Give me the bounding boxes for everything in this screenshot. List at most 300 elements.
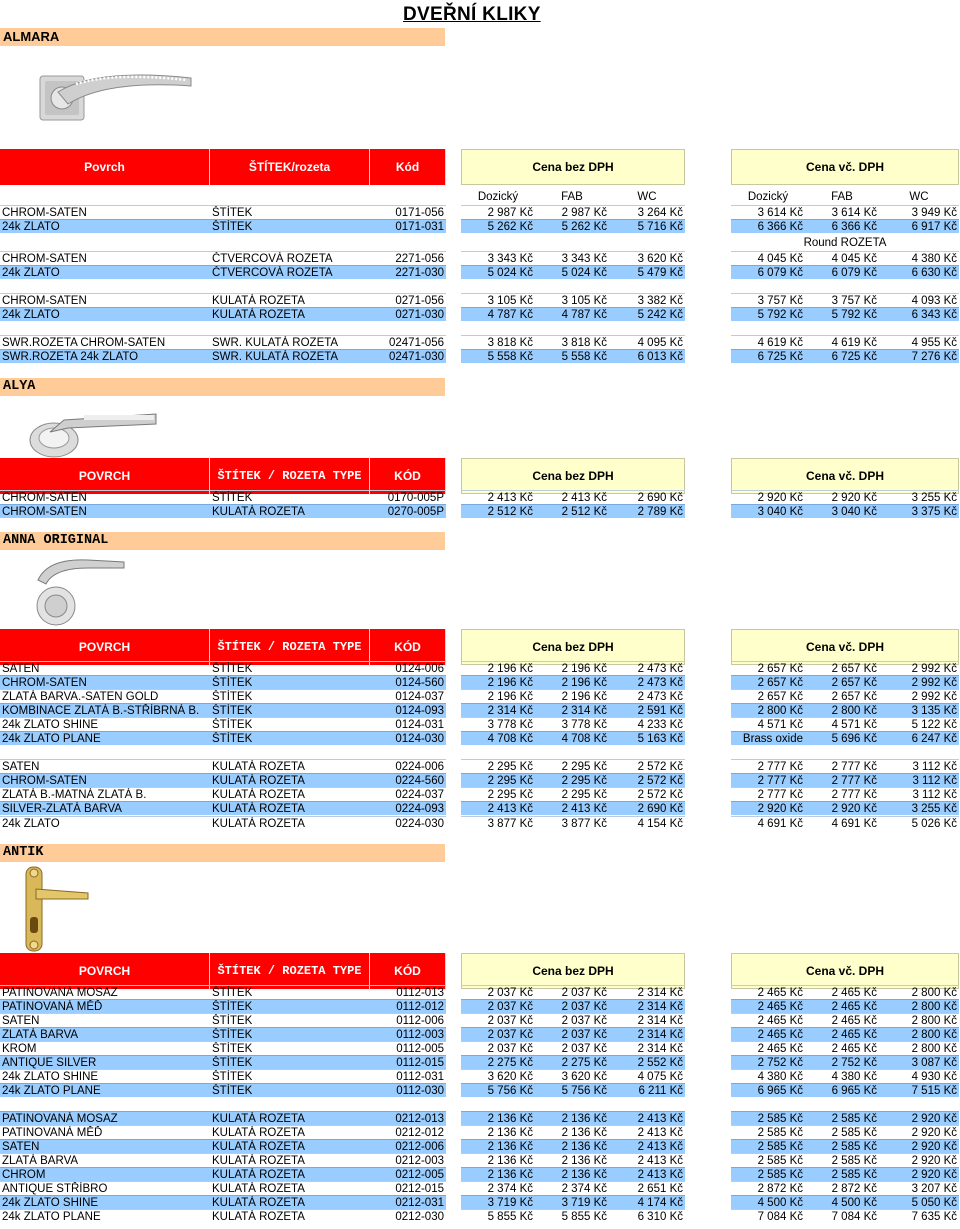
- cell-wc-bez-dph: 6 013 Kč: [609, 349, 685, 363]
- cell-fab-bez-dph: 5 558 Kč: [535, 349, 609, 363]
- cell-wc-bez-dph: 2 413 Kč: [609, 1139, 685, 1153]
- cell-kod: 0124-560: [370, 675, 446, 689]
- cell-dozicky-vc-dph: 2 777 Kč: [731, 773, 805, 787]
- section-title-antik: ANTIK: [0, 844, 445, 862]
- cell-dozicky-vc-dph: 6 366 Kč: [731, 219, 805, 233]
- cell-kod: 0212-003: [370, 1153, 446, 1167]
- cell-dozicky-vc-dph: 2 657 Kč: [731, 689, 805, 703]
- cell-fab-vc-dph: 4 380 Kč: [805, 1069, 879, 1083]
- cell-dozicky-bez-dph: 2 196 Kč: [461, 689, 535, 703]
- cell-povrch: CHROM-SATEN: [0, 490, 210, 504]
- cell-wc-bez-dph: 2 473 Kč: [609, 689, 685, 703]
- cell-typ: ŠTÍTEK: [210, 1013, 370, 1027]
- table-row: [0, 689, 960, 703]
- cell-dozicky-vc-dph: 6 725 Kč: [731, 349, 805, 363]
- cell-wc-vc-dph: 6 630 Kč: [879, 265, 959, 279]
- cell-wc-vc-dph: 2 920 Kč: [879, 1139, 959, 1153]
- table-row: [0, 1013, 960, 1027]
- table-row: [0, 985, 960, 999]
- header-cena-bez-dph: Cena bez DPH: [461, 953, 685, 989]
- cell-dozicky-vc-dph: 3 040 Kč: [731, 504, 805, 518]
- cell-wc-bez-dph: 4 174 Kč: [609, 1195, 685, 1209]
- table-row: [0, 335, 960, 349]
- cell-wc-vc-dph: 3 207 Kč: [879, 1181, 959, 1195]
- cell-kod: 0224-037: [370, 787, 446, 801]
- table-row: [0, 1125, 960, 1139]
- cell-fab-vc-dph: 7 084 Kč: [805, 1209, 879, 1223]
- cell-typ: KULATÁ ROZETA: [210, 816, 370, 830]
- cell-povrch: CHROM-SATEN: [0, 675, 210, 689]
- table-row: [0, 801, 960, 815]
- table-row: [0, 307, 960, 321]
- cell-typ: KULATÁ ROZETA: [210, 1195, 370, 1209]
- cell-wc-vc-dph: 6 247 Kč: [879, 731, 959, 745]
- cell-wc-bez-dph: 5 242 Kč: [609, 307, 685, 321]
- table-row: [0, 759, 960, 773]
- cell-wc-bez-dph: 2 314 Kč: [609, 985, 685, 999]
- anna-header-row: [0, 629, 958, 665]
- cell-fab-bez-dph: 3 719 Kč: [535, 1195, 609, 1209]
- cell-wc-vc-dph: 6 343 Kč: [879, 307, 959, 321]
- cell-povrch: 24k ZLATO SHINE: [0, 1069, 210, 1083]
- header-typ: ŠTÍTEK / ROZETA TYPE: [210, 953, 370, 989]
- table-row: [0, 1209, 960, 1223]
- cell-wc-bez-dph: 5 716 Kč: [609, 219, 685, 233]
- cell-typ: ŠTÍTEK: [210, 1069, 370, 1083]
- cell-wc-vc-dph: 4 093 Kč: [879, 293, 959, 307]
- cell-wc-bez-dph: 2 552 Kč: [609, 1055, 685, 1069]
- table-row: [0, 1055, 960, 1069]
- cell-povrch: SATEN: [0, 759, 210, 773]
- cell-kod: 0171-031: [370, 219, 446, 233]
- cell-dozicky-bez-dph: 2 037 Kč: [461, 1041, 535, 1055]
- cell-dozicky-bez-dph: 2 136 Kč: [461, 1167, 535, 1181]
- cell-wc-bez-dph: 2 314 Kč: [609, 1041, 685, 1055]
- cell-povrch: SWR.ROZETA 24k ZLATO: [0, 349, 210, 363]
- header-cena-bez-dph: Cena bez DPH: [461, 458, 685, 494]
- cell-fab-vc-dph: 2 752 Kč: [805, 1055, 879, 1069]
- cell-povrch: 24k ZLATO PLANE: [0, 1209, 210, 1223]
- cell-dozicky-bez-dph: 5 558 Kč: [461, 349, 535, 363]
- door-handle-anna-image: [28, 554, 128, 628]
- cell-fab-vc-dph: 4 500 Kč: [805, 1195, 879, 1209]
- cell-kod: 0124-006: [370, 661, 446, 675]
- cell-wc-vc-dph: 5 050 Kč: [879, 1195, 959, 1209]
- cell-dozicky-vc-dph: 2 585 Kč: [731, 1153, 805, 1167]
- cell-wc-bez-dph: 4 233 Kč: [609, 717, 685, 731]
- cell-typ: ŠTÍTEK: [210, 490, 370, 504]
- cell-dozicky-bez-dph: 2 136 Kč: [461, 1125, 535, 1139]
- cell-fab-bez-dph: 2 512 Kč: [535, 504, 609, 518]
- cell-dozicky-bez-dph: 3 877 Kč: [461, 816, 535, 830]
- cell-povrch: ZLATÁ BARVA: [0, 1153, 210, 1167]
- cell-dozicky-bez-dph: 2 037 Kč: [461, 1027, 535, 1041]
- cell-dozicky-bez-dph: 5 024 Kč: [461, 265, 535, 279]
- cell-fab-bez-dph: 2 136 Kč: [535, 1153, 609, 1167]
- cell-kod: 0124-037: [370, 689, 446, 703]
- cell-typ: KULATÁ ROZETA: [210, 504, 370, 518]
- cell-typ: KULATÁ ROZETA: [210, 801, 370, 815]
- cell-dozicky-vc-dph: 2 920 Kč: [731, 490, 805, 504]
- cell-wc-vc-dph: 3 112 Kč: [879, 773, 959, 787]
- cell-fab-bez-dph: 3 343 Kč: [535, 251, 609, 265]
- table-row: [0, 731, 960, 745]
- cell-wc-vc-dph: 2 920 Kč: [879, 1167, 959, 1181]
- cell-wc-bez-dph: 2 789 Kč: [609, 504, 685, 518]
- cell-typ: ŠTÍTEK: [210, 1083, 370, 1097]
- cell-dozicky-vc-dph: 6 965 Kč: [731, 1083, 805, 1097]
- cell-fab-bez-dph: 2 136 Kč: [535, 1125, 609, 1139]
- cell-fab-vc-dph: 2 465 Kč: [805, 1013, 879, 1027]
- cell-typ: ČTVERCOVÁ ROZETA: [210, 265, 370, 279]
- cell-dozicky-vc-dph: 4 045 Kč: [731, 251, 805, 265]
- cell-typ: ŠTÍTEK: [210, 999, 370, 1013]
- cell-povrch: 24k ZLATO SHINE: [0, 1195, 210, 1209]
- section-title-alya: ALYA: [0, 378, 445, 396]
- cell-povrch: ZLATÁ BARVA.-SATEN GOLD: [0, 689, 210, 703]
- cell-kod: 0212-031: [370, 1195, 446, 1209]
- cell-wc-bez-dph: 5 163 Kč: [609, 731, 685, 745]
- cell-dozicky-vc-dph: 3 757 Kč: [731, 293, 805, 307]
- cell-dozicky-bez-dph: 4 708 Kč: [461, 731, 535, 745]
- cell-dozicky-bez-dph: 4 787 Kč: [461, 307, 535, 321]
- cell-fab-vc-dph: 2 777 Kč: [805, 773, 879, 787]
- cell-fab-bez-dph: 2 295 Kč: [535, 759, 609, 773]
- cell-dozicky-bez-dph: 2 413 Kč: [461, 490, 535, 504]
- cell-typ: ŠTÍTEK: [210, 1027, 370, 1041]
- cell-wc-vc-dph: 7 515 Kč: [879, 1083, 959, 1097]
- cell-typ: ŠTÍTEK: [210, 1055, 370, 1069]
- table-row: [0, 265, 960, 279]
- cell-fab-vc-dph: 3 040 Kč: [805, 504, 879, 518]
- cell-dozicky-vc-dph: 2 920 Kč: [731, 801, 805, 815]
- cell-kod: 0170-005P: [370, 490, 446, 504]
- cell-wc-bez-dph: 2 572 Kč: [609, 773, 685, 787]
- cell-typ: KULATÁ ROZETA: [210, 787, 370, 801]
- cell-dozicky-vc-dph: 4 691 Kč: [731, 816, 805, 830]
- cell-fab-vc-dph: 2 465 Kč: [805, 985, 879, 999]
- door-handle-antik-image: [18, 865, 92, 953]
- cell-kod: 0212-013: [370, 1111, 446, 1125]
- cell-fab-bez-dph: 3 620 Kč: [535, 1069, 609, 1083]
- cell-wc-vc-dph: 3 087 Kč: [879, 1055, 959, 1069]
- cell-wc-bez-dph: 2 314 Kč: [609, 1013, 685, 1027]
- table-row: [0, 1139, 960, 1153]
- cell-kod: 0112-005: [370, 1041, 446, 1055]
- cell-typ: ŠTÍTEK: [210, 1041, 370, 1055]
- cell-wc-vc-dph: 2 992 Kč: [879, 675, 959, 689]
- cell-fab-bez-dph: 3 778 Kč: [535, 717, 609, 731]
- cell-dozicky-vc-dph: 2 465 Kč: [731, 999, 805, 1013]
- cell-dozicky-vc-dph: 2 585 Kč: [731, 1111, 805, 1125]
- table-row: [0, 999, 960, 1013]
- cell-fab-bez-dph: 2 136 Kč: [535, 1167, 609, 1181]
- cell-povrch: 24k ZLATO: [0, 307, 210, 321]
- cell-dozicky-vc-dph: 5 792 Kč: [731, 307, 805, 321]
- cell-povrch: SATEN: [0, 1013, 210, 1027]
- cell-povrch: CHROM-SATEN: [0, 205, 210, 219]
- cell-povrch: CHROM: [0, 1167, 210, 1181]
- header-cena-vc-dph: Cena vč. DPH: [731, 953, 959, 989]
- cell-dozicky-vc-dph: 3 614 Kč: [731, 205, 805, 219]
- cell-fab-vc-dph: 2 465 Kč: [805, 999, 879, 1013]
- cell-wc-bez-dph: 4 075 Kč: [609, 1069, 685, 1083]
- cell-dozicky-bez-dph: 2 295 Kč: [461, 787, 535, 801]
- table-row: [0, 1041, 960, 1055]
- cell-dozicky-vc-dph: 4 500 Kč: [731, 1195, 805, 1209]
- cell-kod: 0124-093: [370, 703, 446, 717]
- cell-dozicky-vc-dph: 2 465 Kč: [731, 985, 805, 999]
- cell-kod: 2271-056: [370, 251, 446, 265]
- cell-povrch: PATINOVANÁ MOSAZ: [0, 1111, 210, 1125]
- cell-wc-vc-dph: 2 920 Kč: [879, 1111, 959, 1125]
- cell-kod: 0212-012: [370, 1125, 446, 1139]
- cell-dozicky-bez-dph: 2 374 Kč: [461, 1181, 535, 1195]
- cell-dozicky-vc-dph: 2 585 Kč: [731, 1139, 805, 1153]
- cell-fab-bez-dph: 5 262 Kč: [535, 219, 609, 233]
- cell-wc-vc-dph: 2 800 Kč: [879, 1041, 959, 1055]
- cell-typ: ŠTÍTEK: [210, 985, 370, 999]
- cell-wc-vc-dph: 2 992 Kč: [879, 661, 959, 675]
- cell-dozicky-bez-dph: 3 719 Kč: [461, 1195, 535, 1209]
- cell-fab-vc-dph: 2 657 Kč: [805, 661, 879, 675]
- cell-povrch: SATEN: [0, 661, 210, 675]
- header-povrch: POVRCH: [0, 629, 210, 665]
- cell-dozicky-bez-dph: 3 778 Kč: [461, 717, 535, 731]
- cell-dozicky-bez-dph: 2 037 Kč: [461, 1013, 535, 1027]
- cell-dozicky-bez-dph: 2 136 Kč: [461, 1111, 535, 1125]
- table-row: [0, 816, 960, 830]
- table-row: [0, 1153, 960, 1167]
- cell-dozicky-vc-dph: 2 465 Kč: [731, 1041, 805, 1055]
- cell-fab-vc-dph: 2 465 Kč: [805, 1027, 879, 1041]
- table-row: [0, 293, 960, 307]
- cell-fab-bez-dph: 2 037 Kč: [535, 1013, 609, 1027]
- table-row: [0, 490, 960, 504]
- round-rozeta-note: Round ROZETA: [803, 237, 887, 249]
- cell-wc-vc-dph: 6 917 Kč: [879, 219, 959, 233]
- cell-fab-vc-dph: 6 366 Kč: [805, 219, 879, 233]
- cell-typ: ŠTÍTEK: [210, 675, 370, 689]
- cell-povrch: 24k ZLATO: [0, 219, 210, 233]
- cell-povrch: ANTIQUE STŘÍBRO: [0, 1181, 210, 1195]
- cell-dozicky-vc-dph: 2 465 Kč: [731, 1013, 805, 1027]
- cell-fab-vc-dph: 2 872 Kč: [805, 1181, 879, 1195]
- cell-typ: KULATÁ ROZETA: [210, 1209, 370, 1223]
- cell-fab-bez-dph: 4 708 Kč: [535, 731, 609, 745]
- cell-wc-bez-dph: 2 651 Kč: [609, 1181, 685, 1195]
- cell-dozicky-bez-dph: 2 413 Kč: [461, 801, 535, 815]
- cell-dozicky-vc-dph: 7 084 Kč: [731, 1209, 805, 1223]
- cell-fab-vc-dph: 5 792 Kč: [805, 307, 879, 321]
- cell-wc-vc-dph: 3 255 Kč: [879, 801, 959, 815]
- cell-fab-bez-dph: 2 136 Kč: [535, 1139, 609, 1153]
- cell-kod: 0212-005: [370, 1167, 446, 1181]
- cell-povrch: ZLATÁ B.-MATNÁ ZLATÁ B.: [0, 787, 210, 801]
- cell-dozicky-bez-dph: 2 295 Kč: [461, 759, 535, 773]
- cell-typ: ŠTÍTEK: [210, 689, 370, 703]
- cell-fab-bez-dph: 2 037 Kč: [535, 1041, 609, 1055]
- cell-dozicky-bez-dph: 2 314 Kč: [461, 703, 535, 717]
- sub-header: WC: [909, 191, 929, 203]
- cell-kod: 0112-030: [370, 1083, 446, 1097]
- cell-typ: SWR. KULATÁ ROZETA: [210, 335, 370, 349]
- cell-fab-bez-dph: 5 756 Kč: [535, 1083, 609, 1097]
- cell-wc-vc-dph: 4 930 Kč: [879, 1069, 959, 1083]
- cell-fab-bez-dph: 3 818 Kč: [535, 335, 609, 349]
- cell-kod: 0212-015: [370, 1181, 446, 1195]
- sub-header: Dozický: [747, 191, 789, 203]
- cell-povrch: PATINOVANÁ MĚĎ: [0, 999, 210, 1013]
- cell-wc-vc-dph: 7 635 Kč: [879, 1209, 959, 1223]
- cell-typ: ŠTÍTEK: [210, 717, 370, 731]
- cell-povrch: KOMBINACE ZLATÁ B.-STŘÍBRNÁ B.: [0, 703, 210, 717]
- cell-typ: ŠTÍTEK: [210, 703, 370, 717]
- header-kod: Kód: [370, 149, 446, 185]
- cell-wc-bez-dph: 4 154 Kč: [609, 816, 685, 830]
- cell-fab-vc-dph: 2 585 Kč: [805, 1153, 879, 1167]
- header-kod: KÓD: [370, 629, 446, 665]
- cell-kod: 0112-003: [370, 1027, 446, 1041]
- cell-wc-bez-dph: 3 264 Kč: [609, 205, 685, 219]
- cell-povrch: 24k ZLATO PLANE: [0, 731, 210, 745]
- header-cena-vc-dph: Cena vč. DPH: [731, 629, 959, 665]
- cell-typ: ŠTÍTEK: [210, 205, 370, 219]
- sub-header: FAB: [831, 191, 853, 203]
- cell-typ: ŠTÍTEK: [210, 219, 370, 233]
- cell-povrch: 24k ZLATO PLANE: [0, 1083, 210, 1097]
- cell-povrch: PATINOVANÁ MOSAZ: [0, 985, 210, 999]
- cell-fab-bez-dph: 2 037 Kč: [535, 1027, 609, 1041]
- cell-dozicky-vc-dph: 2 800 Kč: [731, 703, 805, 717]
- cell-wc-bez-dph: 2 413 Kč: [609, 1125, 685, 1139]
- cell-povrch: CHROM-SATEN: [0, 251, 210, 265]
- cell-wc-vc-dph: 2 800 Kč: [879, 985, 959, 999]
- cell-wc-vc-dph: 4 955 Kč: [879, 335, 959, 349]
- cell-fab-vc-dph: 2 657 Kč: [805, 689, 879, 703]
- cell-fab-vc-dph: 5 696 Kč: [805, 731, 879, 745]
- cell-fab-bez-dph: 2 295 Kč: [535, 773, 609, 787]
- sub-header: WC: [637, 191, 657, 203]
- cell-kod: 0224-093: [370, 801, 446, 815]
- cell-dozicky-bez-dph: 2 136 Kč: [461, 1153, 535, 1167]
- table-row: [0, 1181, 960, 1195]
- cell-dozicky-bez-dph: 2 295 Kč: [461, 773, 535, 787]
- cell-fab-vc-dph: 2 657 Kč: [805, 675, 879, 689]
- cell-wc-vc-dph: 5 026 Kč: [879, 816, 959, 830]
- table-row: [0, 1027, 960, 1041]
- cell-dozicky-vc-dph: Brass oxide: [731, 731, 805, 745]
- cell-fab-bez-dph: 2 987 Kč: [535, 205, 609, 219]
- section-title-almara: ALMARA: [0, 28, 445, 46]
- cell-povrch: ZLATÁ BARVA: [0, 1027, 210, 1041]
- cell-wc-bez-dph: 4 095 Kč: [609, 335, 685, 349]
- table-row: [0, 349, 960, 363]
- cell-povrch: CHROM-SATEN: [0, 773, 210, 787]
- door-handle-alya-image: [24, 402, 159, 462]
- cell-fab-bez-dph: 2 413 Kč: [535, 801, 609, 815]
- cell-fab-bez-dph: 4 787 Kč: [535, 307, 609, 321]
- cell-fab-vc-dph: 2 920 Kč: [805, 490, 879, 504]
- cell-wc-bez-dph: 3 620 Kč: [609, 251, 685, 265]
- cell-dozicky-bez-dph: 5 262 Kč: [461, 219, 535, 233]
- cell-wc-vc-dph: 3 255 Kč: [879, 490, 959, 504]
- cell-typ: KULATÁ ROZETA: [210, 1181, 370, 1195]
- cell-wc-vc-dph: 2 992 Kč: [879, 689, 959, 703]
- cell-typ: KULATÁ ROZETA: [210, 1125, 370, 1139]
- cell-dozicky-bez-dph: 3 105 Kč: [461, 293, 535, 307]
- cell-kod: 0124-031: [370, 717, 446, 731]
- cell-kod: 2271-030: [370, 265, 446, 279]
- header-cena-vc-dph: Cena vč. DPH: [731, 458, 959, 494]
- cell-wc-bez-dph: 2 314 Kč: [609, 999, 685, 1013]
- cell-typ: KULATÁ ROZETA: [210, 773, 370, 787]
- cell-wc-bez-dph: 2 690 Kč: [609, 490, 685, 504]
- cell-fab-bez-dph: 3 877 Kč: [535, 816, 609, 830]
- table-row: [0, 787, 960, 801]
- sub-header: Dozický: [477, 191, 519, 203]
- header-cena-bez-dph: Cena bez DPH: [461, 629, 685, 665]
- cell-wc-bez-dph: 6 310 Kč: [609, 1209, 685, 1223]
- alya-header-row: [0, 458, 958, 494]
- cell-kod: 0224-030: [370, 816, 446, 830]
- cell-dozicky-vc-dph: 2 657 Kč: [731, 661, 805, 675]
- cell-typ: KULATÁ ROZETA: [210, 1139, 370, 1153]
- cell-fab-vc-dph: 4 691 Kč: [805, 816, 879, 830]
- cell-dozicky-bez-dph: 5 756 Kč: [461, 1083, 535, 1097]
- cell-povrch: 24k ZLATO SHINE: [0, 717, 210, 731]
- cell-fab-bez-dph: 2 374 Kč: [535, 1181, 609, 1195]
- cell-wc-bez-dph: 2 572 Kč: [609, 759, 685, 773]
- table-row: [0, 1083, 960, 1097]
- cell-povrch: KROM: [0, 1041, 210, 1055]
- cell-typ: KULATÁ ROZETA: [210, 1153, 370, 1167]
- cell-kod: 0271-030: [370, 307, 446, 321]
- cell-dozicky-bez-dph: 2 196 Kč: [461, 661, 535, 675]
- cell-wc-vc-dph: 7 276 Kč: [879, 349, 959, 363]
- header-typ: ŠTÍTEK / ROZETA TYPE: [210, 458, 370, 494]
- cell-povrch: SILVER-ZLATÁ BARVA: [0, 801, 210, 815]
- cell-kod: 0271-056: [370, 293, 446, 307]
- cell-fab-vc-dph: 2 585 Kč: [805, 1167, 879, 1181]
- cell-fab-bez-dph: 2 136 Kč: [535, 1111, 609, 1125]
- cell-dozicky-vc-dph: 4 380 Kč: [731, 1069, 805, 1083]
- cell-wc-vc-dph: 2 800 Kč: [879, 999, 959, 1013]
- cell-typ: SWR. KULATÁ ROZETA: [210, 349, 370, 363]
- header-povrch: POVRCH: [0, 953, 210, 989]
- cell-wc-bez-dph: 2 690 Kč: [609, 801, 685, 815]
- cell-dozicky-vc-dph: 2 777 Kč: [731, 787, 805, 801]
- header-typ: ŠTÍTEK / ROZETA TYPE: [210, 629, 370, 665]
- cell-typ: ŠTÍTEK: [210, 661, 370, 675]
- cell-dozicky-vc-dph: 2 657 Kč: [731, 675, 805, 689]
- table-row: [0, 1167, 960, 1181]
- cell-fab-bez-dph: 2 295 Kč: [535, 787, 609, 801]
- cell-fab-vc-dph: 2 585 Kč: [805, 1125, 879, 1139]
- section-title-anna-original: ANNA ORIGINAL: [0, 532, 445, 550]
- cell-kod: 0112-012: [370, 999, 446, 1013]
- cell-fab-vc-dph: 4 045 Kč: [805, 251, 879, 265]
- cell-dozicky-bez-dph: 2 037 Kč: [461, 999, 535, 1013]
- cell-povrch: ANTIQUE SILVER: [0, 1055, 210, 1069]
- cell-fab-vc-dph: 3 757 Kč: [805, 293, 879, 307]
- cell-kod: 0212-006: [370, 1139, 446, 1153]
- cell-wc-vc-dph: 5 122 Kč: [879, 717, 959, 731]
- cell-fab-bez-dph: 5 855 Kč: [535, 1209, 609, 1223]
- cell-dozicky-vc-dph: 2 872 Kč: [731, 1181, 805, 1195]
- table-row: [0, 1069, 960, 1083]
- almara-header-row: [0, 149, 958, 185]
